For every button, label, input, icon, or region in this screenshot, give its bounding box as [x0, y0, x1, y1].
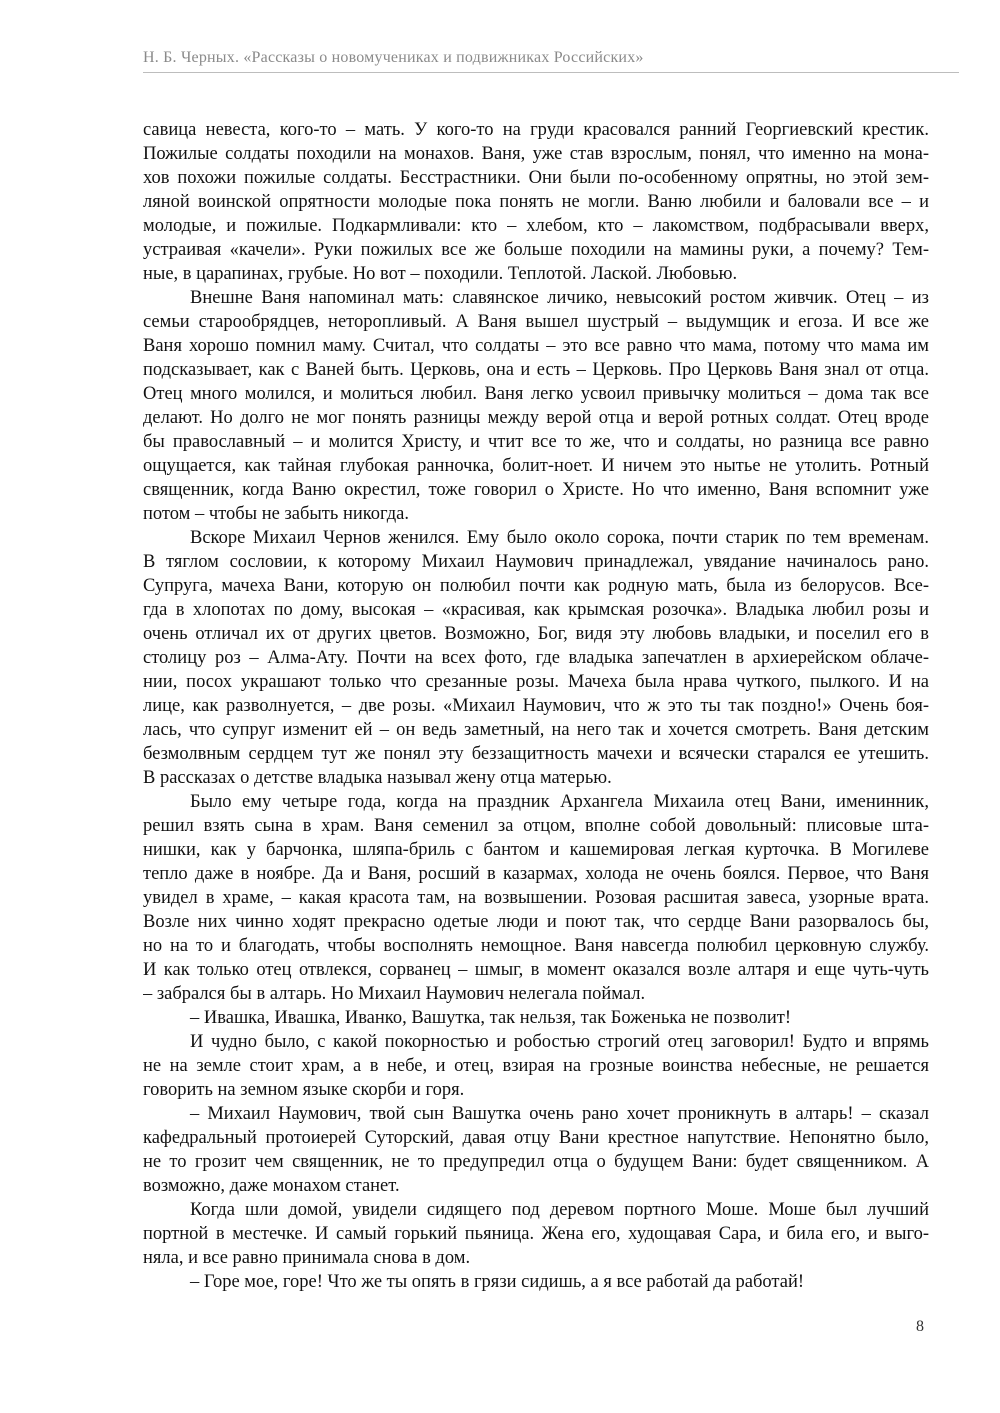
- text-line: Было ему четыре года, когда на праздник Архангела Михаила отец Вани, именинник,: [190, 792, 929, 812]
- text-line: Супруга, мачеха Вани, которую он полюбил почти как родную мать, была из белорусов. Все-: [143, 576, 929, 596]
- text-line: В рассказах о детстве владыка называл жену отца матерью.: [143, 768, 612, 788]
- text-line: возможно, даже монахом станет.: [143, 1176, 400, 1196]
- text-line: Отец много молился, и молиться любил. Ваня легко усвоил привычку молиться – дома так все: [143, 384, 929, 404]
- text-line: не то грозит чем священник, не то предупредил отца о будущем Вани: будет священником. А: [143, 1152, 929, 1172]
- text-line: – Ивашка, Ивашка, Иванко, Вашутка, так нельзя, так Боженька не позволит!: [190, 1008, 791, 1028]
- text-line: нии, посох украшают только что срезанные розы. Мачеха была нрава чуткого, пылкого. И на: [143, 672, 929, 692]
- text-line: увидел в храме, – какая красота там, на возвышении. Розовая расшитая завеса, узорные врата.: [143, 888, 929, 908]
- text-line: молодые, и пожилые. Подкармливали: кто – хлебом, кто – лакомством, подбрасывали вверх,: [143, 216, 929, 236]
- text-line: И чудно было, с какой покорностью и робостью строгий отец заговорил! Будто и впрямь: [190, 1032, 929, 1052]
- text-line: лась, что супруг изменит ей – он ведь заметный, на него так и хочется смотреть. Ваня детским: [143, 720, 929, 740]
- text-line: Ваня хорошо помнил маму. Считал, что солдаты – это все равно что мама, потому что мама им: [143, 336, 929, 356]
- text-line: – Михаил Наумович, твой сын Вашутка очень рано хочет проникнуть в алтарь! – сказал: [190, 1104, 929, 1124]
- text-line: няла, и все равно принимала снова в дом.: [143, 1248, 471, 1268]
- text-line: устраивая «качели». Руки пожилых все же больше походили на мамины руки, а почему? Тем-: [143, 240, 929, 260]
- text-line: гда в хлопотах по дому, высокая – «красивая, как крымская розочка». Владыка любил розы и: [143, 600, 929, 620]
- body-text: [143, 118, 929, 1294]
- text-line: бы православный – и молится Христу, и чтит все то же, что и солдаты, но разница все равно: [143, 432, 929, 452]
- text-line: портной в местечке. И самый горький пьяница. Жена его, худощавая Сара, и била его, и выго-: [143, 1224, 929, 1244]
- text-line: делают. Но долго не мог понять разницы между верой отца и верой ротных солдат. Отец вроде: [143, 408, 929, 428]
- text-line: нишки, как у барчонка, шляпа-бриль с бантом и кашемировая легкая курточка. В Могилеве: [143, 840, 929, 860]
- text-line: В тяглом сословии, к которому Михаил Наумович принадлежал, увядание начиналось рано.: [143, 552, 929, 572]
- text-line: савица невеста, кого-то – мать. У кого-то на груди красовался ранний Георгиевский крестик.: [143, 120, 929, 140]
- text-line: Внешне Ваня напоминал мать: славянское личико, невысокий ростом живчик. Отец – из: [190, 288, 929, 308]
- header-divider: [143, 72, 959, 73]
- text-line: Когда шли домой, увидели сидящего под деревом портного Моше. Моше был лучший: [190, 1200, 929, 1220]
- text-line: не на земле стоит храм, а в небе, и отец, взирая на грозные воинства небесные, не решается: [143, 1056, 929, 1076]
- text-line: – забрался бы в алтарь. Но Михаил Наумович нелегала поймал.: [143, 984, 646, 1004]
- text-line: потом – чтобы не забыть никогда.: [143, 504, 409, 524]
- text-line: хов похожи пожилые солдаты. Бесстрастники. Они были по-особенному опрятны, но этой зем-: [143, 168, 929, 188]
- text-line: священник, когда Ваню окрестил, тоже говорил о Христе. Но что именно, Ваня вспомнит уже: [143, 480, 929, 500]
- text-line: ные, в царапинах, грубые. Но вот – походили. Теплотой. Лаской. Любовью.: [143, 264, 738, 284]
- text-line: говорить на земном языке скорби и горя.: [143, 1080, 465, 1100]
- text-line: безмолвным сердцем тут же понял эту беззащитность мачехи и всячески старался ее утешить.: [143, 744, 929, 764]
- text-line: кафедральный протоиерей Суторский, давая отцу Вани крестное напутствие. Непонятно было,: [143, 1128, 929, 1148]
- text-line: очень отличал их от других цветов. Возможно, Бог, видя эту любовь владыки, и поселил его в: [143, 624, 929, 644]
- text-line: И как только отец отвлекся, сорванец – шмыг, в момент оказался возле алтаря и еще чуть-чуть: [143, 960, 929, 980]
- text-line: решил взять сына в храм. Ваня семенил за отцом, вполне собой довольный: плисовые шта-: [143, 816, 929, 836]
- text-line: Возле них чинно ходят прекрасно одетые люди и поют так, что сердце Вани разорвалось бы,: [143, 912, 929, 932]
- text-line: ляной воинской опрятности молодые пока понять не могли. Ваню любили и баловали все – и: [143, 192, 929, 212]
- text-line: тепло даже в ноябре. Да и Ваня, росший в казармах, холода не очень боялся. Первое, что Ваня: [143, 864, 929, 884]
- text-line: Вскоре Михаил Чернов женился. Ему было около сорока, почти старик по тем временам.: [190, 528, 929, 548]
- text-line: ощущается, как тайная глубокая ранночка, болит-ноет. И ничем это нытье не утолить. Ротный: [143, 456, 929, 476]
- page-number: 8: [916, 1318, 924, 1335]
- text-line: лице, как разволнуется, – две розы. «Михаил Наумович, что ж это ты так поздно!» Очень боя-: [143, 696, 929, 716]
- text-line: подсказывает, как с Ваней быть. Церковь, она и есть – Церковь. Про Церковь Ваня знал от отца.: [143, 360, 929, 380]
- text-line: – Горе мое, горе! Что же ты опять в грязи сидишь, а я все работай да работай!: [190, 1272, 805, 1292]
- text-line: столицу роз – Алма-Ату. Почти на всех фото, где владыка запечатлен в архиерейском облаче-: [143, 648, 929, 668]
- text-line: но на то и благодать, чтобы восполнять немощное. Ваня навсегда полюбил церковную службу.: [143, 936, 929, 956]
- text-line: Пожилые солдаты походили на монахов. Ваня, уже став взрослым, понял, что именно на мона-: [143, 144, 929, 164]
- running-header: Н. Б. Черных. «Рассказы о новомучениках и подвижниках Российских»: [143, 49, 644, 66]
- text-line: семьи старообрядцев, неторопливый. А Ваня вышел шустрый – выдумщик и егоза. И все же: [143, 312, 929, 332]
